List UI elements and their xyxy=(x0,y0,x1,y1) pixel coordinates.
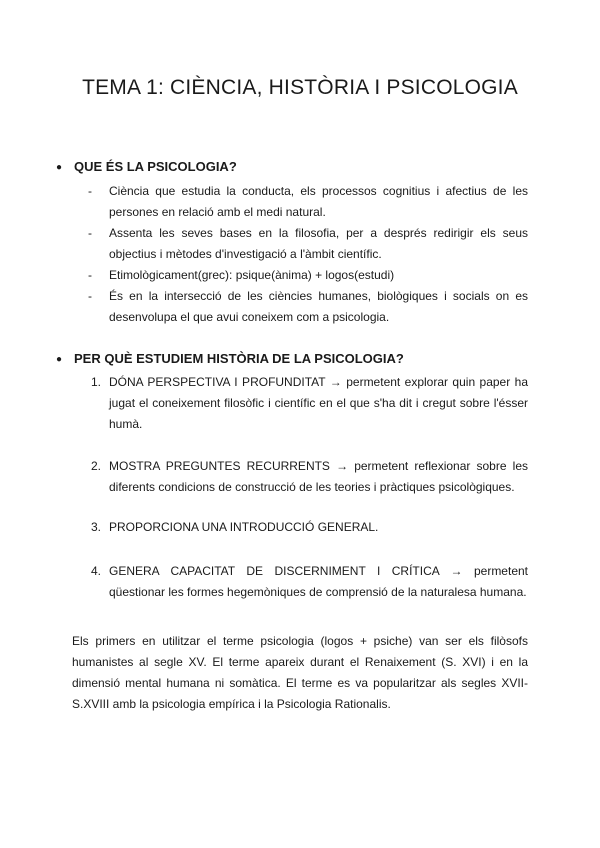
list-item-text: Assenta les seves bases en la filosofia, per a després redirigir els seus objectius i mètodes d'investigació a l'àmbit científic. xyxy=(109,226,528,261)
numbered-item-text: DÓNA PERSPECTIVA I PROFUNDITAT → permetent explorar quin paper ha jugat el coneixement filosòfic i científic en el que s'ha dit i cregut sobre l'ésser humà. xyxy=(109,375,528,431)
numbered-item xyxy=(88,372,528,435)
numbered-item-text: PROPORCIONA UNA INTRODUCCIÓ GENERAL. xyxy=(109,520,379,534)
list-item-text: És en la intersecció de les ciències humanes, biològiques i socials on es desenvolupa el que avui coneixem com a psicologia. xyxy=(109,289,528,324)
list-item xyxy=(88,265,528,286)
item-number: 3. xyxy=(91,520,102,534)
section-heading-why-study-history xyxy=(56,350,404,369)
definition-list xyxy=(88,181,528,328)
section-heading-what-is-psychology xyxy=(56,158,237,177)
list-item xyxy=(88,223,528,265)
bullet-icon: ● xyxy=(56,354,63,365)
closing-paragraph: Els primers en utilitzar el terme psicologia (logos + psiche) van ser els filòsofs humanistes al segle XV. El terme apareix durant el Renaixement (S. XVI) i en la dimensió mental humana ni somàtica. El terme es va popularitzar als segles XVII-S.XVIII amb la psicologia empírica i la Psicologia Rationalis. xyxy=(72,634,528,711)
item-number: 2. xyxy=(91,459,102,473)
list-item-text: Ciència que estudia la conducta, els processos cognitius i afectius de les persones en relació amb el medi natural. xyxy=(109,184,528,219)
dash-marker: - xyxy=(88,268,92,282)
section-heading-text: QUE ÉS LA PSICOLOGIA? xyxy=(74,159,237,174)
section-heading-text: PER QUÈ ESTUDIEM HISTÒRIA DE LA PSICOLOGIA? xyxy=(74,351,404,366)
numbered-item xyxy=(88,561,528,603)
item-number: 1. xyxy=(91,375,102,389)
numbered-item xyxy=(88,517,528,538)
dash-marker: - xyxy=(88,184,92,198)
dash-marker: - xyxy=(88,226,92,240)
numbered-item-text: GENERA CAPACITAT DE DISCERNIMENT I CRÍTICA → permetent qüestionar les formes hegemòniques de comprensió de la naturalesa humana. xyxy=(109,564,528,599)
list-item xyxy=(88,181,528,223)
item-number: 4. xyxy=(91,564,102,578)
dash-marker: - xyxy=(88,289,92,303)
bullet-icon: ● xyxy=(56,162,63,173)
page-title: TEMA 1: CIÈNCIA, HISTÒRIA I PSICOLOGIA xyxy=(82,76,518,99)
numbered-item xyxy=(88,456,528,498)
numbered-item-text: MOSTRA PREGUNTES RECURRENTS → permetent reflexionar sobre les diferents condicions de construcció de les teories i pràctiques psicològiques. xyxy=(109,459,528,494)
list-item xyxy=(88,286,528,328)
list-item-text: Etimològicament(grec): psique(ànima) + logos(estudi) xyxy=(109,268,395,282)
